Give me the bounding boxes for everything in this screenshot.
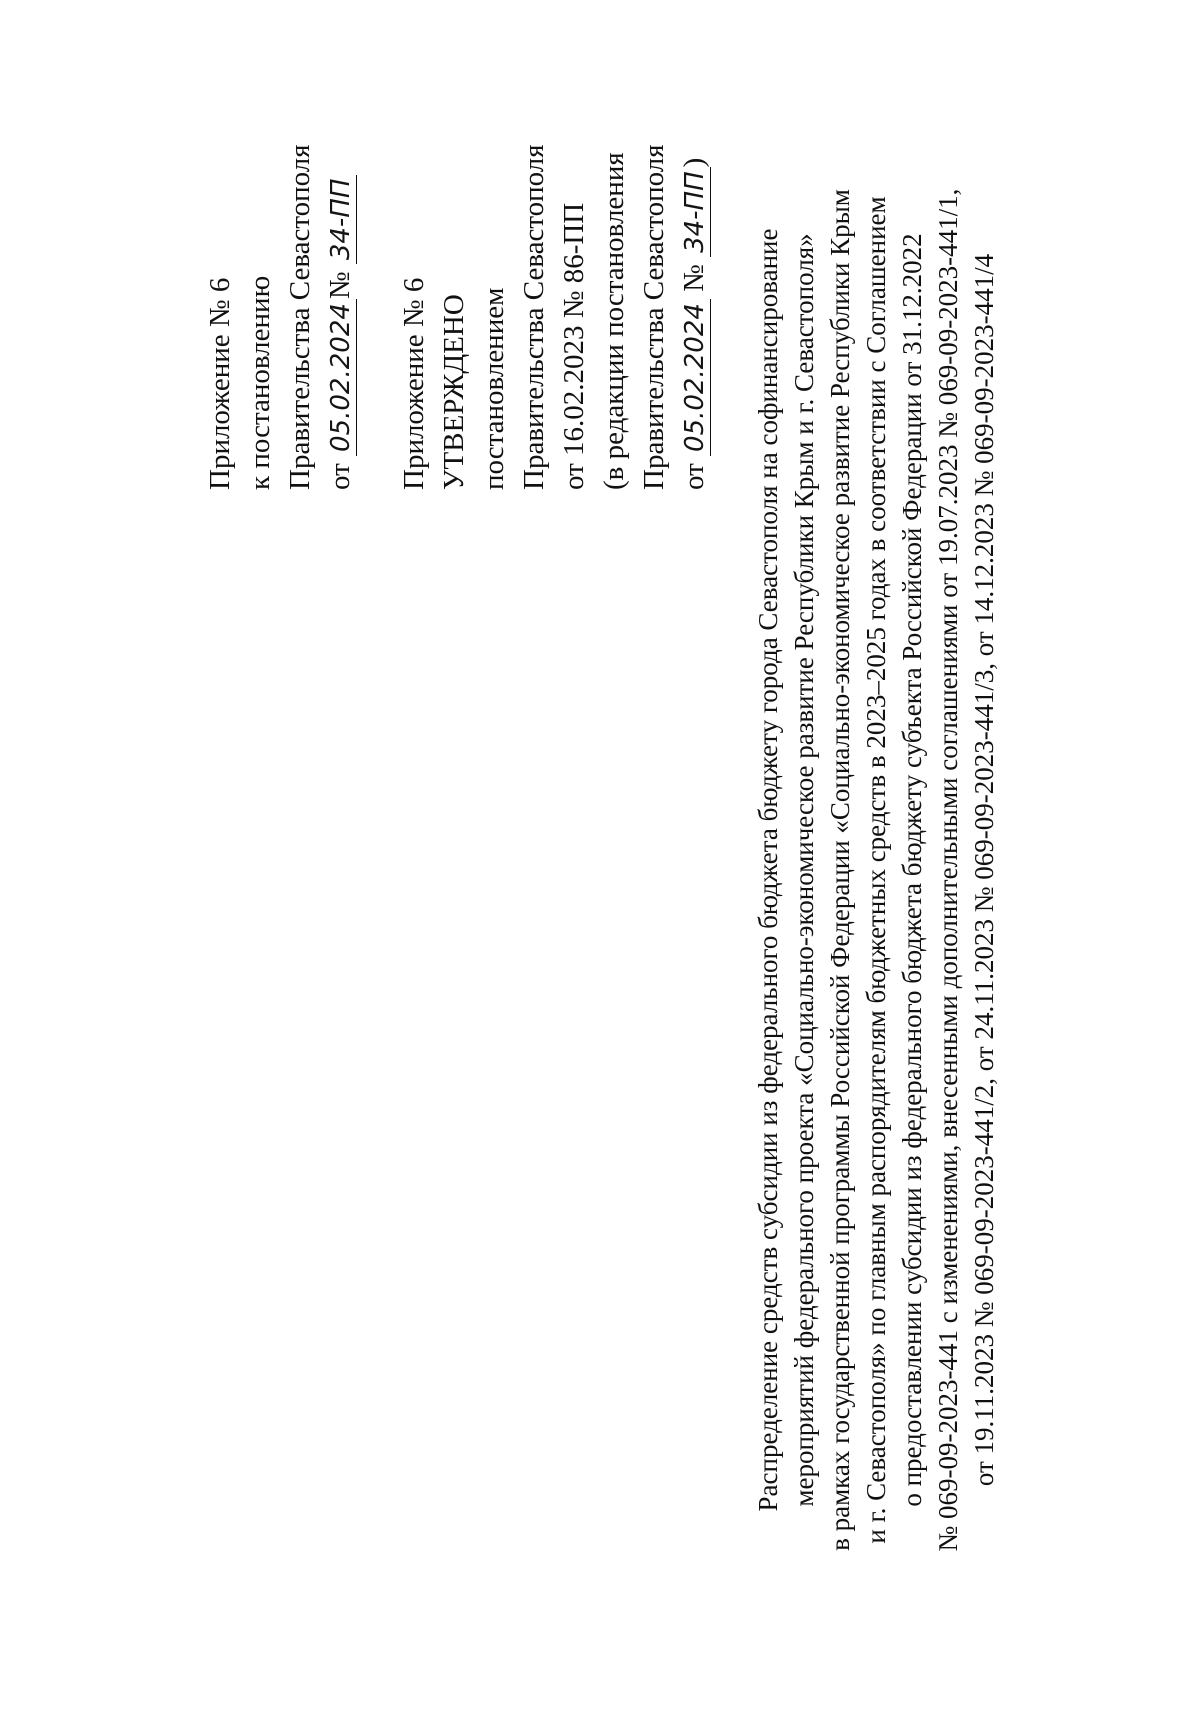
document-title <box>750 70 1002 1670</box>
title-line: № 069-09-2023-441 с изменениями, внесенными дополнительными соглашениями от 19.07.2023 № 069-09-2023-441/1, <box>933 188 963 1552</box>
closing-paren: ) <box>678 157 710 168</box>
approved-label: УТВЕРЖДЕНО <box>438 294 470 490</box>
resolution-date-line <box>320 10 360 490</box>
original-resolution: от 16.02.2023 № 86-ПП <box>558 202 590 490</box>
date-prefix-2: от <box>678 463 710 490</box>
annex-label: Приложение № 6 <box>204 277 236 490</box>
date-prefix: от <box>324 463 356 490</box>
title-line: в рамках государственной программы Российской Федерации «Социально-экономическое развитие Республики Крым <box>825 189 855 1551</box>
approval-stamp <box>200 10 714 490</box>
title-line: Распределение средств субсидии из федерального бюджета бюджету города Севастополя на софинансирование <box>753 228 783 1512</box>
resolution-ref: к постановлению <box>244 275 276 490</box>
handwritten-number-2: 34-ПП <box>680 167 711 257</box>
number-prefix-2: № <box>678 264 710 292</box>
resolution-label: постановлением <box>478 287 510 490</box>
edition-date-line <box>674 10 714 490</box>
handwritten-date: 05.02.2024 <box>326 299 357 456</box>
annex-label-2: Приложение № 6 <box>398 277 430 490</box>
title-line: мероприятий федерального проекта «Социально-экономическое развитие Республики Крым и г. Севастополя» <box>789 233 819 1507</box>
number-prefix: № <box>324 271 356 300</box>
spacer <box>360 10 394 490</box>
handwritten-number: 34-ПП <box>326 175 357 265</box>
government-name: Правительства Севастополя <box>284 144 316 490</box>
title-line: от 19.11.2023 № 069-09-2023-441/2, от 24.11.2023 № 069-09-2023-441/3, от 14.12.2023 № 069-09-2023-441/4 <box>969 253 999 1487</box>
edition-note: (в редакции постановления <box>598 152 630 490</box>
government-name-3: Правительства Севастополя <box>638 144 670 490</box>
title-line: и г. Севастополя» по главным распорядителям бюджетных средств в 2023–2025 годах в соответствии с Соглашением <box>861 196 891 1544</box>
title-line: о предоставлении субсидии из федерального бюджета бюджету субъекта Российской Федерации от 31.12.2022 <box>897 233 927 1507</box>
handwritten-date-2: 05.02.2024 <box>680 299 711 456</box>
government-name-2: Правительства Севастополя <box>518 144 550 490</box>
